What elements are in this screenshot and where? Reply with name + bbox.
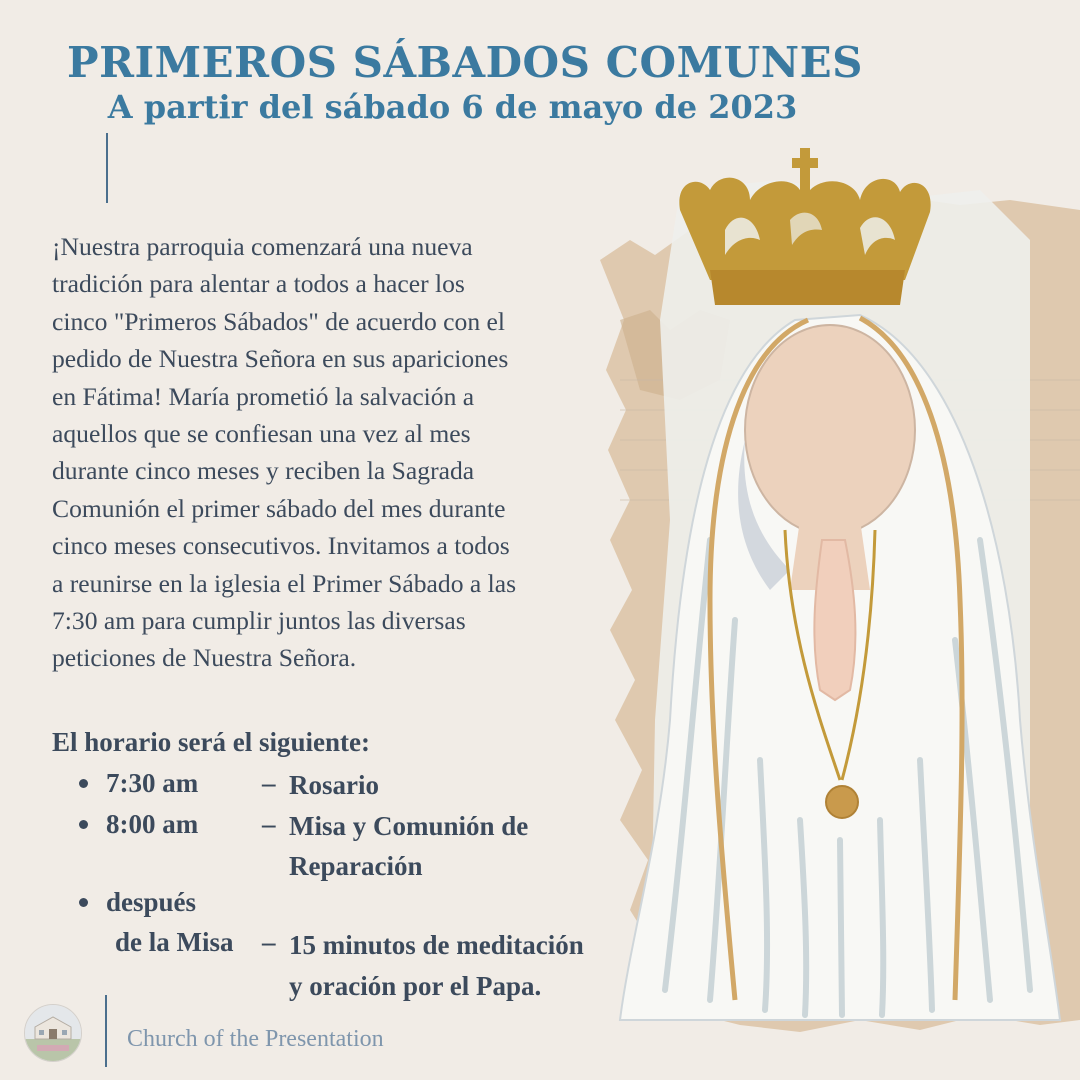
bullet-icon (79, 898, 88, 907)
paragraph-line: tradición para alentar a todos a hacer los (52, 269, 465, 299)
decorative-divider-bottom (105, 995, 107, 1067)
schedule-activity: y oración por el Papa. (289, 971, 542, 1001)
medallion (826, 786, 858, 818)
paragraph-line: ¡Nuestra parroquia comenzará una nueva (52, 232, 473, 261)
paragraph-line: aquellos que se confiesan una vez al mes (52, 419, 471, 449)
decorative-divider-top (106, 133, 108, 203)
schedule-time: 8:00 am (106, 809, 199, 839)
paragraph-line: peticiones de Nuestra Señora. (52, 643, 357, 673)
page-title: PRIMEROS SÁBADOS COMUNES (67, 38, 863, 87)
paragraph-line: durante cinco meses y reciben la Sagrada (52, 456, 475, 486)
schedule-activity: Rosario (289, 770, 379, 800)
church-name: Church of the Presentation (127, 1026, 384, 1052)
page-subtitle: A partir del sábado 6 de mayo de 2023 (107, 88, 798, 126)
schedule-dash: – (262, 768, 276, 798)
schedule-dash: – (262, 927, 276, 957)
schedule-time: 7:30 am (106, 768, 199, 798)
schedule-activity: 15 minutos de meditación (289, 930, 584, 960)
paragraph-line: cinco meses consecutivos. Invitamos a todos (52, 531, 510, 561)
schedule-time: después (106, 887, 197, 917)
schedule-activity: Misa y Comunión de (289, 811, 529, 841)
paragraph-line: pedido de Nuestra Señora en sus apariciones (52, 344, 509, 374)
paragraph-line: a reunirse en la iglesia el Primer Sábado a las (52, 568, 517, 598)
paragraph-line: en Fátima! María prometió la salvación a (52, 381, 475, 411)
paragraph-line: 7:30 am para cumplir juntos las diversas (52, 606, 466, 636)
praying-hands (814, 540, 855, 700)
bullet-icon (79, 820, 88, 829)
crown-icon (679, 148, 930, 305)
bullet-icon (79, 779, 88, 788)
schedule-dash: – (262, 809, 276, 839)
church-building-icon (25, 1005, 81, 1061)
schedule-activity: Reparación (289, 851, 423, 881)
church-logo (24, 1004, 82, 1062)
face (745, 325, 915, 535)
schedule-time: de la Misa (115, 927, 234, 957)
announcement-paragraph (52, 228, 642, 677)
schedule-heading: El horario será el siguiente: (52, 727, 370, 757)
paragraph-line: Comunión el primer sábado del mes durante (52, 493, 506, 523)
paragraph-line: cinco "Primeros Sábados" de acuerdo con el (52, 306, 506, 336)
